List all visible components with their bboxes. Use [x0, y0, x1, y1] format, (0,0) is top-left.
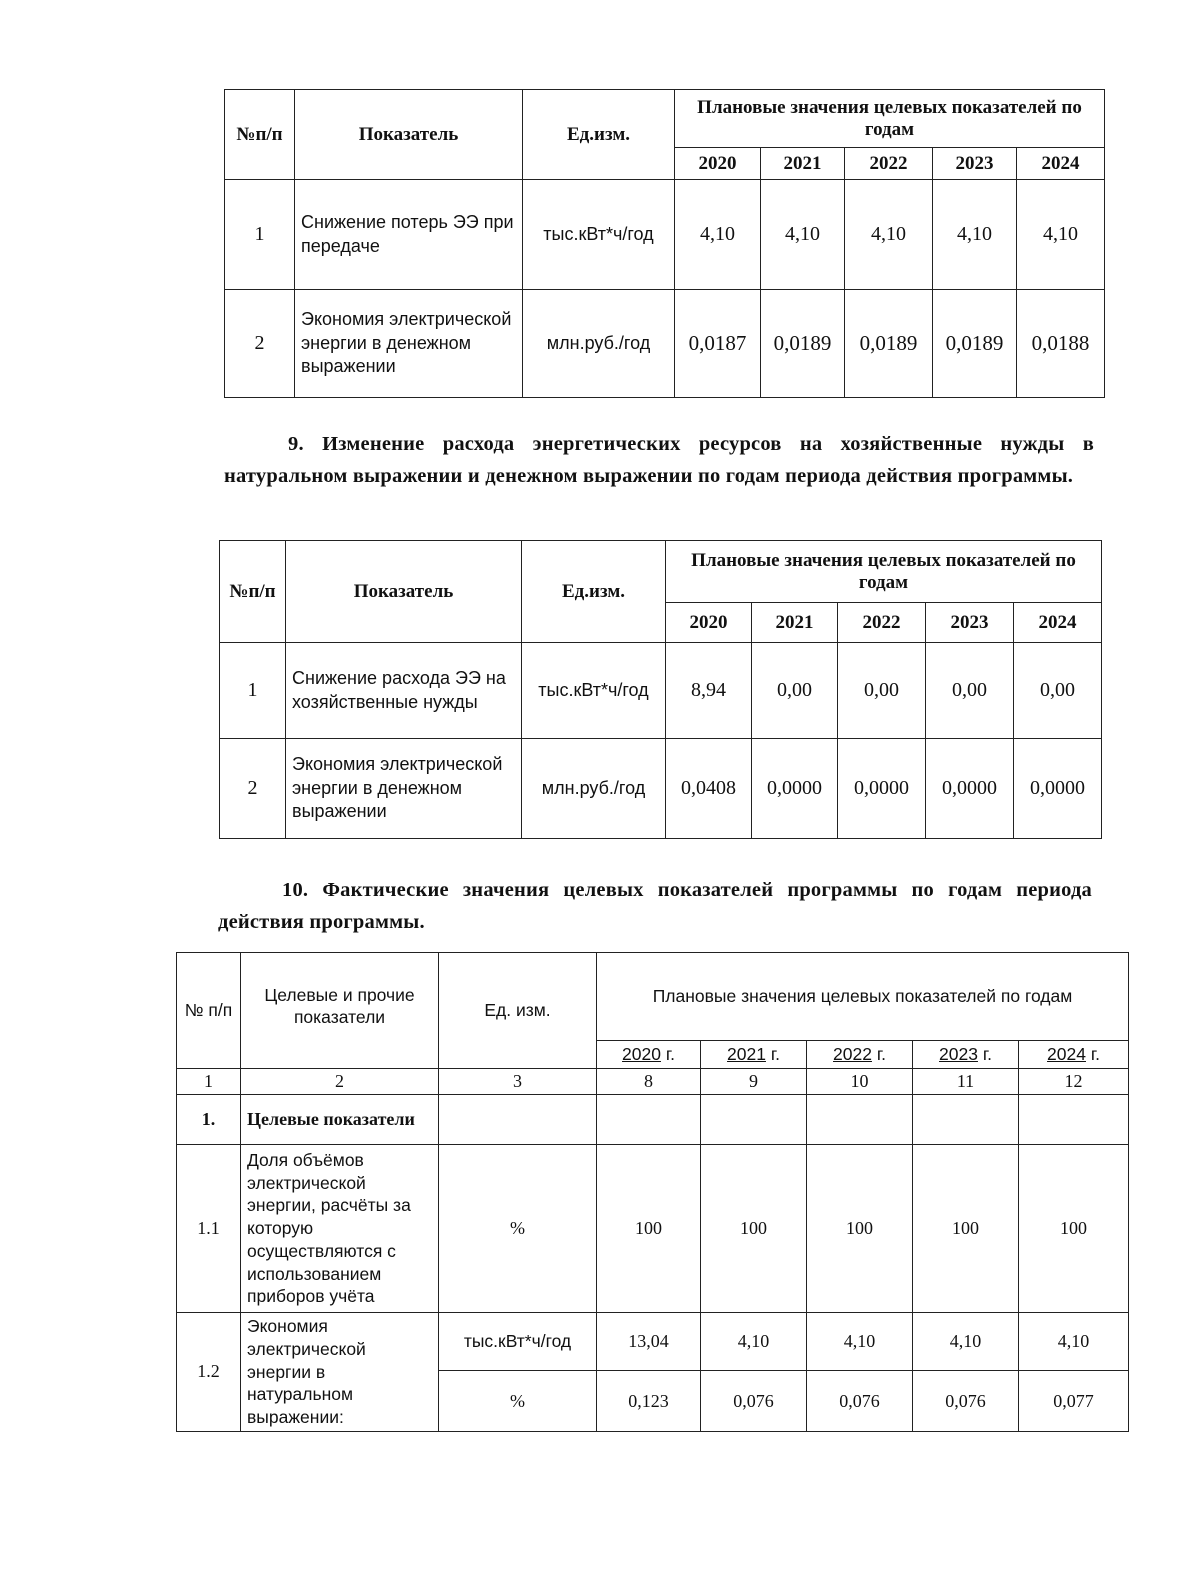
- section-title: Фактические значения целевых показателей программы по годам периода действия программы.: [218, 879, 1092, 933]
- year-header: 2024: [1014, 603, 1102, 643]
- row-unit: %: [439, 1145, 597, 1313]
- year-header: 2020: [675, 148, 761, 180]
- row-indicator: Экономия электрической энергии в натуральном выражении:: [241, 1313, 439, 1432]
- index-cell: 9: [701, 1069, 807, 1095]
- row-value: 4,10: [761, 180, 845, 290]
- table-row: [177, 1145, 1129, 1313]
- col-header-indicator: Показатель: [295, 90, 523, 180]
- year-suffix: г.: [660, 1043, 675, 1064]
- year-header: 2021: [752, 603, 838, 643]
- col-header-unit: Ед.изм.: [523, 90, 675, 180]
- row-value: 100: [701, 1145, 807, 1313]
- row-number: 1.1: [177, 1145, 241, 1313]
- year-value: 2022: [833, 1043, 872, 1064]
- row-unit: %: [439, 1371, 597, 1431]
- row-value: 0,0000: [926, 739, 1014, 839]
- row-indicator: Доля объёмов электрической энергии, расчёты за которую осуществляются с использованием приборов учёта: [241, 1145, 439, 1313]
- group-number: 1.: [177, 1095, 241, 1145]
- row-unit: тыс.кВт*ч/год: [523, 180, 675, 290]
- year-suffix: г.: [871, 1043, 886, 1064]
- row-indicator: Снижение расхода ЭЭ на хозяйственные нужды: [286, 643, 522, 739]
- row-value: 0,00: [926, 643, 1014, 739]
- row-value: 0,0189: [845, 290, 933, 398]
- empty-cell: [439, 1095, 597, 1145]
- row-number: 2: [225, 290, 295, 398]
- actual-indicators-table: [176, 952, 1129, 1432]
- row-value: 4,10: [845, 180, 933, 290]
- year-header: 2022: [845, 148, 933, 180]
- index-row: [177, 1069, 1129, 1095]
- row-value: 0,123: [597, 1371, 701, 1431]
- empty-cell: [913, 1095, 1019, 1145]
- index-cell: 10: [807, 1069, 913, 1095]
- row-unit: тыс.кВт*ч/год: [522, 643, 666, 739]
- section-9-heading: [224, 428, 1094, 492]
- year-header: [913, 1041, 1019, 1069]
- year-header: 2021: [761, 148, 845, 180]
- table-row: [177, 1313, 1129, 1371]
- year-value: 2020: [622, 1043, 661, 1064]
- row-number: 1: [225, 180, 295, 290]
- index-cell: 12: [1019, 1069, 1129, 1095]
- row-value: 100: [807, 1145, 913, 1313]
- col-header-plan: Плановые значения целевых показателей по годам: [675, 90, 1105, 148]
- index-cell: 2: [241, 1069, 439, 1095]
- index-cell: 1: [177, 1069, 241, 1095]
- year-value: 2024: [1047, 1043, 1086, 1064]
- row-number: 1.2: [177, 1313, 241, 1432]
- year-header: [807, 1041, 913, 1069]
- row-indicator: Экономия электрической энергии в денежном выражении: [295, 290, 523, 398]
- section-10-heading: [218, 874, 1092, 938]
- year-suffix: г.: [1085, 1043, 1100, 1064]
- empty-cell: [1019, 1095, 1129, 1145]
- year-header: [1019, 1041, 1129, 1069]
- index-cell: 3: [439, 1069, 597, 1095]
- row-value: 0,076: [701, 1371, 807, 1431]
- row-value: 0,0187: [675, 290, 761, 398]
- row-unit: млн.руб./год: [523, 290, 675, 398]
- col-header-indicator: Целевые и прочие показатели: [241, 953, 439, 1069]
- year-header: 2023: [933, 148, 1017, 180]
- year-header: [597, 1041, 701, 1069]
- row-number: 1: [220, 643, 286, 739]
- table-row: [220, 739, 1102, 839]
- table-row: [225, 180, 1105, 290]
- col-header-unit: Ед. изм.: [439, 953, 597, 1069]
- row-value: 0,077: [1019, 1371, 1129, 1431]
- col-header-unit: Ед.изм.: [522, 541, 666, 643]
- row-value: 4,10: [701, 1313, 807, 1371]
- year-value: 2023: [939, 1043, 978, 1064]
- row-value: 4,10: [675, 180, 761, 290]
- section-title: Изменение расхода энергетических ресурсов на хозяйственные нужды в натуральном выражении и денежном выражении по годам периода действия программы.: [224, 433, 1094, 487]
- row-value: 4,10: [913, 1313, 1019, 1371]
- target-indicators-table-losses: [224, 89, 1105, 398]
- target-indicators-table-household: [219, 540, 1102, 839]
- row-value: 13,04: [597, 1313, 701, 1371]
- row-value: 0,0189: [933, 290, 1017, 398]
- year-header: 2024: [1017, 148, 1105, 180]
- row-value: 0,00: [838, 643, 926, 739]
- year-header: [701, 1041, 807, 1069]
- row-value: 0,00: [1014, 643, 1102, 739]
- row-value: 100: [913, 1145, 1019, 1313]
- year-suffix: г.: [977, 1043, 992, 1064]
- col-header-indicator: Показатель: [286, 541, 522, 643]
- row-value: 4,10: [933, 180, 1017, 290]
- empty-cell: [597, 1095, 701, 1145]
- group-row: [177, 1095, 1129, 1145]
- col-header-number: №п/п: [225, 90, 295, 180]
- row-indicator: Снижение потерь ЭЭ при передаче: [295, 180, 523, 290]
- table-row: [220, 643, 1102, 739]
- row-number: 2: [220, 739, 286, 839]
- row-value: 0,0188: [1017, 290, 1105, 398]
- index-cell: 11: [913, 1069, 1019, 1095]
- row-value: 4,10: [807, 1313, 913, 1371]
- group-label: Целевые показатели: [241, 1095, 439, 1145]
- year-header: 2022: [838, 603, 926, 643]
- row-value: 8,94: [666, 643, 752, 739]
- year-value: 2021: [727, 1043, 766, 1064]
- row-unit: тыс.кВт*ч/год: [439, 1313, 597, 1371]
- index-cell: 8: [597, 1069, 701, 1095]
- row-value: 0,0000: [1014, 739, 1102, 839]
- row-value: 0,0000: [752, 739, 838, 839]
- table-row: [225, 290, 1105, 398]
- col-header-plan: Плановые значения целевых показателей по годам: [666, 541, 1102, 603]
- row-indicator: Экономия электрической энергии в денежном выражении: [286, 739, 522, 839]
- row-value: 0,00: [752, 643, 838, 739]
- row-value: 0,076: [807, 1371, 913, 1431]
- section-number: 10.: [282, 879, 309, 901]
- year-header: 2023: [926, 603, 1014, 643]
- col-header-plan: Плановые значения целевых показателей по годам: [597, 953, 1129, 1041]
- year-header: 2020: [666, 603, 752, 643]
- section-number: 9.: [288, 433, 304, 455]
- row-value: 100: [597, 1145, 701, 1313]
- row-value: 4,10: [1017, 180, 1105, 290]
- empty-cell: [807, 1095, 913, 1145]
- col-header-number: №п/п: [220, 541, 286, 643]
- year-suffix: г.: [765, 1043, 780, 1064]
- row-value: 0,0000: [838, 739, 926, 839]
- row-value: 100: [1019, 1145, 1129, 1313]
- row-value: 0,0408: [666, 739, 752, 839]
- row-unit: млн.руб./год: [522, 739, 666, 839]
- row-value: 4,10: [1019, 1313, 1129, 1371]
- col-header-number: № п/п: [177, 953, 241, 1069]
- row-value: 0,076: [913, 1371, 1019, 1431]
- row-value: 0,0189: [761, 290, 845, 398]
- empty-cell: [701, 1095, 807, 1145]
